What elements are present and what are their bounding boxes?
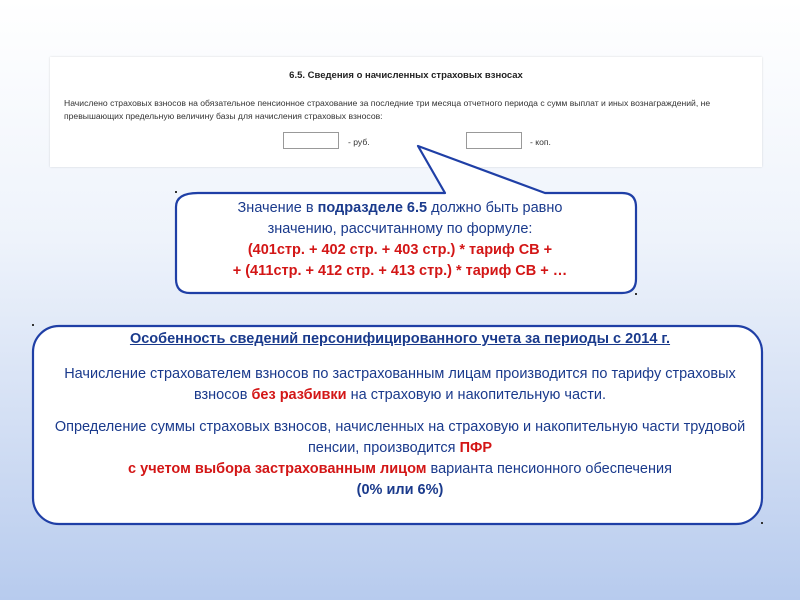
kop-unit-label: - коп. (530, 137, 551, 147)
form-section-title: 6.5. Сведения о начисленных страховых взносах (289, 70, 523, 81)
formula-line-3: (401стр. + 402 стр. + 403 стр.) * тариф СВ + (247, 242, 553, 258)
formula-callout (180, 198, 620, 282)
p2-percent-options: (0% или 6%) (356, 482, 444, 498)
decorative-dot (32, 324, 34, 326)
form-description-text: Начислено страховых взносов на обязательное пенсионное страхование за последние три месяца отчетного периода с сумм выплат и иных вознаграждений, не превышающих предельную величину базы для начисления страховых взносов: (64, 98, 711, 121)
formula-line-4: + (411стр. + 412 стр. + 413 стр.) * тариф СВ + … (232, 263, 568, 279)
p2-start-text: Определение суммы страховых взносов, начисленных на страховую и накопительную части трудовой пенсии, производится (54, 419, 746, 456)
subsection-reference: подразделе 6.5 (317, 200, 428, 216)
formula-intro-text: Значение в (237, 200, 318, 216)
formula-intro-end: должно быть равно (427, 200, 563, 216)
info-paragraph-1 (40, 364, 760, 406)
formula-line-1 (180, 198, 620, 219)
rub-unit-label: - руб. (348, 137, 370, 147)
p1-end-text: на страховую и накопительную части. (346, 387, 607, 403)
info-heading: Особенность сведений персонифицированного учета за периоды с 2014 г. (129, 331, 671, 347)
p2-choice-highlight: с учетом выбора застрахованным лицом (128, 461, 427, 477)
formula-line-2: значению, рассчитанному по формуле: (267, 221, 533, 237)
decorative-dot (635, 293, 637, 295)
p1-start-text: Начисление страхователем взносов по застрахованным лицам производится по тарифу страховых взносов (64, 366, 736, 403)
p2-pfr-highlight: ПФР (459, 440, 493, 456)
decorative-dot (761, 522, 763, 524)
info-box (40, 329, 760, 512)
info-paragraph-2 (40, 417, 760, 501)
p2-end-text: варианта пенсионного обеспечения (426, 461, 672, 477)
p1-highlight: без разбивки (251, 387, 347, 403)
decorative-dot (175, 191, 177, 193)
